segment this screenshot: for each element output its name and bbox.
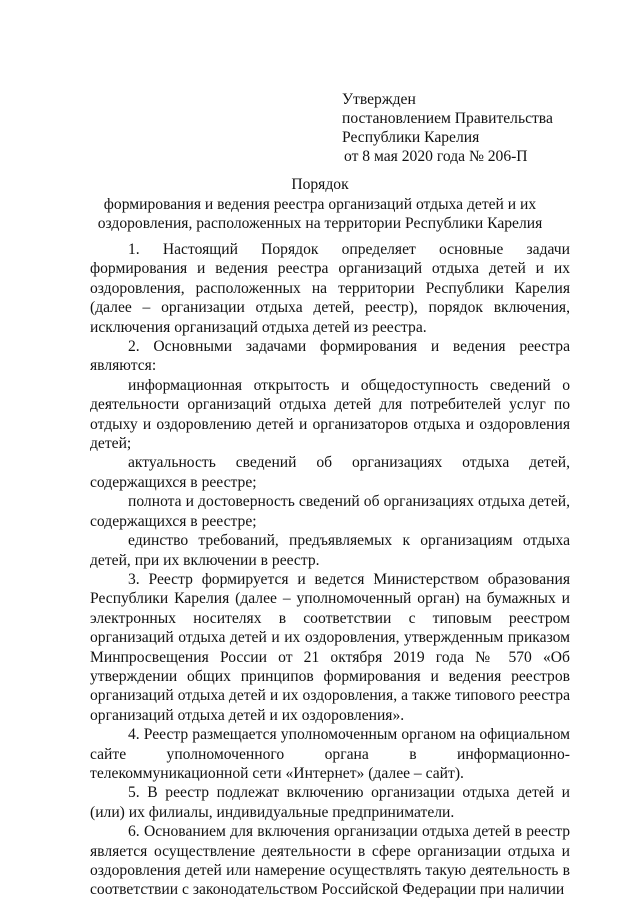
paragraph-5: 5. В реестр подлежат включению организации отдыха детей и (или) их филиалы, индивидуальные предприниматели. — [90, 784, 570, 821]
paragraph-6: 6. Основанием для включения организации отдыха детей в реестр является осуществление деятельности в сфере организации отдыха и оздоровления детей или намерение осуществлять такую деятельность в соответствии с законодательством Российской Федерации при наличии — [90, 823, 570, 899]
approval-block — [342, 90, 553, 166]
approval-line: Утвержден — [342, 91, 416, 108]
document-title: Порядок — [291, 176, 349, 193]
document-subtitle: оздоровления, расположенных на территории Республики Карелия — [97, 215, 543, 232]
list-item: актуальность сведений об организациях отдыха детей, содержащихся в реестре; — [90, 454, 570, 491]
list-item: полнота и достоверность сведений об организациях отдыха детей, содержащихся в реестре; — [90, 493, 570, 530]
document-body — [90, 240, 570, 900]
list-item: информационная открытость и общедоступность сведений о деятельности организаций отдыха детей для потребителей услуг по отдыху и оздоровлению детей и организаторов отдыха и оздоровления детей; — [90, 376, 570, 453]
document-subtitle: формирования и ведения реестра организаций отдыха детей и их — [103, 195, 537, 213]
document-heading — [60, 175, 580, 234]
paragraph-3: 3. Реестр формируется и ведется Министерством образования Республики Карелия (далее – уполномоченный орган) на бумажных и электронных носителях в соответствии с типовым реестром организаций отдыха детей и их оздоровления, утвержденным приказом Минпросвещения России от 21 октября 2019 года № 570 «Об утверждении общих принципов формирования и ведения реестров организаций отдыха детей и их оздоровления, а также типового реестра организаций отдыха детей и их оздоровления». — [90, 570, 570, 724]
paragraph-1: 1. Настоящий Порядок определяет основные задачи формирования и ведения реестра организаций отдыха детей и их оздоровления, расположенных на территории Республики Карелия (далее – организации отдыха детей, реестр), порядок включения, исключения организаций отдыха детей из реестра. — [90, 241, 570, 336]
approval-line: постановлением Правительства — [342, 110, 553, 127]
list-item: единство требований, предъявляемых к организациям отдыха детей, при их включении в реестр. — [90, 532, 570, 569]
paragraph-2: 2. Основными задачами формирования и ведения реестра являются: — [90, 338, 570, 375]
paragraph-4: 4. Реестр размещается уполномоченным органом на официальном сайте уполномоченного органа в информационно-телекоммуникационной сети «Интернет» (далее – сайт). — [90, 726, 570, 782]
approval-date: от 8 мая 2020 года № 206-П — [344, 148, 528, 165]
approval-line: Республики Карелия — [342, 129, 480, 146]
